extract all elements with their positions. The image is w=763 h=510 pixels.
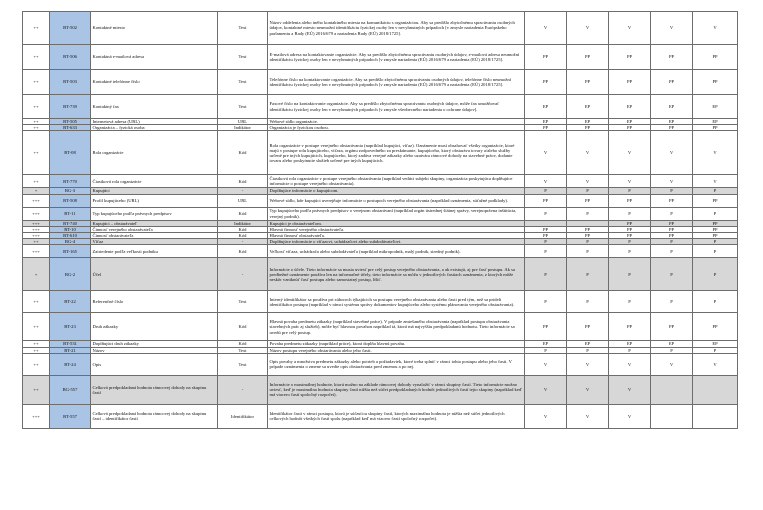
requirement-cell: P (609, 239, 651, 245)
code-cell: BT-508 (50, 194, 91, 207)
level-cell: ++ (23, 353, 50, 375)
data-table (22, 11, 738, 429)
requirement-cell: P (693, 207, 738, 220)
code-cell: BT-11 (50, 207, 91, 220)
type-cell: Kód (218, 233, 268, 239)
description-cell: Doplňujúce informácie o víťazovi, uchádzačovi alebo subdodávateľovi. (268, 239, 525, 245)
requirement-cell: EP (567, 119, 609, 125)
description-cell: Hlavná povaha predmetu zákazky (napríklad stavebné práce). V prípade zmiešaného obstarávania (napríklad postupu obstarávania stavebných prác aj služieb), môže byť hlavnou povahou napríklad tá, ktorá má najvyššiu predpokladanú hodnotu. Tieto informácie sa uvedú pre celý postup. (268, 313, 525, 341)
level-cell: +++ (23, 245, 50, 258)
requirement-cell: P (567, 258, 609, 291)
requirement-cell: P (525, 245, 567, 258)
name-cell: Názov (91, 347, 218, 353)
description-cell: Hlavná činnosť obstarávateľa. (268, 233, 525, 239)
requirement-cell: PP (693, 45, 738, 70)
level-cell: ++ (23, 45, 50, 70)
requirement-cell: P (525, 258, 567, 291)
description-cell: Interný identifikátor sa používa pri súboroch týkajúcich sa postupu verejného obstarávania alebo časti pred tým, než sa prideli identifikátor postupu (napríklad v rámci systému správy dokumentov kupujúceho alebo systému plánovania verejného obstarávania). (268, 291, 525, 313)
requirement-cell: P (567, 188, 609, 194)
requirement-cell: V (525, 175, 567, 188)
description-cell: Názov postupu verejného obstarávania alebo jeho časti. (268, 347, 525, 353)
requirement-cell (651, 404, 693, 428)
level-cell: ++ (23, 131, 50, 175)
table-row (23, 258, 738, 291)
type-cell: Identifikátor (218, 404, 268, 428)
requirement-cell: P (693, 347, 738, 353)
requirement-cell: V (693, 175, 738, 188)
requirement-cell: PP (693, 233, 738, 239)
table-row (23, 45, 738, 70)
requirement-cell (651, 375, 693, 404)
type-cell: Kód (218, 245, 268, 258)
name-cell: Profil kupujúceho (URL) (91, 194, 218, 207)
description-cell: Doplňujúce informácie o kupujúcom. (268, 188, 525, 194)
requirement-cell: P (651, 258, 693, 291)
name-cell: Doplňujúci druh zákazky (91, 341, 218, 347)
name-cell: Víťaz (91, 239, 218, 245)
code-cell: BT-503 (50, 70, 91, 95)
requirement-cell: V (609, 175, 651, 188)
name-cell: Čiastková rola organizácie (91, 175, 218, 188)
requirement-cell: PP (525, 125, 567, 131)
requirement-cell: V (525, 375, 567, 404)
requirement-cell: P (651, 291, 693, 313)
code-cell: BT-502 (50, 12, 91, 45)
requirement-cell: V (525, 12, 567, 45)
requirement-cell: P (693, 188, 738, 194)
name-cell: Internetová adresa (URL) (91, 119, 218, 125)
requirement-cell: V (609, 375, 651, 404)
requirement-cell: V (567, 375, 609, 404)
level-cell: +++ (23, 404, 50, 428)
requirement-cell: P (609, 347, 651, 353)
table-row (23, 95, 738, 119)
requirement-cell: PP (693, 220, 738, 226)
requirement-cell: PP (567, 70, 609, 95)
code-cell: BT-531 (50, 341, 91, 347)
name-cell: Zatriedenie podľa veľkosti podniku (91, 245, 218, 258)
table-row (23, 341, 738, 347)
requirement-cell: P (567, 347, 609, 353)
name-cell: Kupujúci – obstarávateľ (91, 220, 218, 226)
type-cell: - (218, 239, 268, 245)
type-cell: Kód (218, 175, 268, 188)
requirement-cell: EP (525, 119, 567, 125)
name-cell: Druh zákazky (91, 313, 218, 341)
description-cell: Povaha predmetu zákazky (napríklad práce), ktorá doplňa hlavnú povahu. (268, 341, 525, 347)
requirement-cell: PP (609, 45, 651, 70)
level-cell: ++ (23, 12, 50, 45)
name-cell: Kontaktná e-mailová adresa (91, 45, 218, 70)
requirement-cell: PP (651, 313, 693, 341)
table-row (23, 207, 738, 220)
requirement-cell: PP (609, 125, 651, 131)
level-cell: ++ (23, 125, 50, 131)
requirement-cell: P (567, 291, 609, 313)
type-cell: Kód (218, 341, 268, 347)
requirement-cell: PP (651, 220, 693, 226)
requirement-cell: P (525, 207, 567, 220)
type-cell: Text (218, 95, 268, 119)
table-row (23, 70, 738, 95)
name-cell: Činnosť obstarávateľa (91, 233, 218, 239)
requirement-cell: PP (525, 226, 567, 232)
requirement-cell: PP (525, 313, 567, 341)
requirement-cell: P (693, 258, 738, 291)
code-cell: BT-739 (50, 95, 91, 119)
type-cell: Kód (218, 226, 268, 232)
type-cell: URL (218, 119, 268, 125)
description-cell: Hlavná činnosť verejného obstarávateľa. (268, 226, 525, 232)
name-cell: Celková predpokladaná hodnota rámcovej dohody na skupinu častí (91, 375, 218, 404)
requirement-cell: P (567, 245, 609, 258)
requirement-cell: V (567, 131, 609, 175)
code-cell: BG-4 (50, 239, 91, 245)
requirement-cell: PP (609, 313, 651, 341)
description-cell: Kupujúci je obstarávateľom. (268, 220, 525, 226)
requirement-cell: V (567, 12, 609, 45)
description-cell: Rola organizácie v postupe verejného obstarávania (napríklad kupujúci, víťaz). Oznámenie musí obsahovať všetky organizácie, ktoré majú v postupe rolu kupujúceho, víťaza, orgánu zodpovedného za preskúmanie, kupujúceho, ktorý obstaráva tovary a/alebo služby určené pre iných kupujúcich, kupujúceho, ktorý zadáva verejné zákazky alebo uzatvára rámcové dohody na stavebné práce, dodanie tovaru alebo poskytnutie služieb určené pre iných kupujúcich. (268, 131, 525, 175)
requirement-cell: EP (525, 95, 567, 119)
requirement-cell: V (567, 353, 609, 375)
requirement-cell: V (609, 404, 651, 428)
description-cell: Telefónne číslo na kontaktovanie organizácie. Aby sa predišlo zbytočnému spracúvaniu osobných údajov, telefónne číslo neumožní identifikáciu fyzickej osoby len v nevyhnutných prípadoch [v zmysle nariadenia (EÚ) 2016/679 a nariadenia (EÚ) 2018/1725]. (268, 70, 525, 95)
requirement-cell: EP (609, 95, 651, 119)
code-cell: BT-505 (50, 119, 91, 125)
requirement-cell: V (609, 131, 651, 175)
level-cell: +++ (23, 226, 50, 232)
type-cell: Text (218, 353, 268, 375)
level-cell: +++ (23, 207, 50, 220)
description-cell: Názov oddelenia alebo iného kontaktného miesta na komunikáciu s organizáciou. Aby sa predišlo zbytočnému spracúvaniu osobných údajov, kontaktné miesto neumožní identifikáciu fyzickej osoby len v nevyhnutných prípadoch [v zmysle nariadenia Európskeho parlamentu a Rady (EÚ) 2016/679 a nariadenia Rady (EÚ) 2018/1725]. (268, 12, 525, 45)
name-cell: Organizácia – fyzická osoba (91, 125, 218, 131)
code-cell: BG-557 (50, 375, 91, 404)
name-cell: Účel (91, 258, 218, 291)
description-cell: Informácie o účele. Tieto informácie sa musia uviesť pre celý postup verejného obstarávania, a ak existujú, aj pre časť postupu. Ak sa predbežné oznámenie používa len na informačné účely, tieto informácie sa môžu v jednotlivých častiach oznámenia, z ktorých môže neskôr vzniknúť časť postupu alebo samostatný postup, líšiť. (268, 258, 525, 291)
level-cell: + (23, 258, 50, 291)
level-cell: + (23, 188, 50, 194)
description-cell: E-mailová adresa na kontaktovanie organizácie. Aby sa predišlo zbytočnému spracúvaniu osobných údajov, e-mailová adresa neumožní identifikáciu fyzickej osoby len v nevyhnutných prípadoch [v zmysle nariadenia (EÚ) 2016/679 a nariadenia (EÚ) 2018/1725]. (268, 45, 525, 70)
name-cell: Kontaktné miesto (91, 12, 218, 45)
type-cell: - (218, 258, 268, 291)
requirement-cell: PP (525, 70, 567, 95)
requirement-cell: V (651, 353, 693, 375)
table-row (23, 291, 738, 313)
requirement-cell: P (609, 291, 651, 313)
requirement-cell: P (651, 207, 693, 220)
name-cell: Činnosť verejného obstarávateľa (91, 226, 218, 232)
requirement-cell: EP (693, 341, 738, 347)
requirement-cell: EP (651, 119, 693, 125)
requirement-cell: V (693, 353, 738, 375)
requirement-cell (693, 404, 738, 428)
type-cell: - (218, 188, 268, 194)
requirement-cell: P (693, 239, 738, 245)
requirement-cell: PP (525, 194, 567, 207)
requirement-cell: EP (567, 341, 609, 347)
description-cell: Faxové číslo na kontaktovanie organizácie. Aby sa predišlo zbytočnému spracúvaniu osobných údajov, môže fax umožňovať identifikáciu fyzickej osoby len v nevyhnutných prípadoch [v zmysle všeobecného nariadenia o ochrane údajov]. (268, 95, 525, 119)
requirement-cell: V (525, 353, 567, 375)
requirement-cell: P (651, 239, 693, 245)
table-row (23, 12, 738, 45)
requirement-cell: PP (567, 233, 609, 239)
code-cell: BT-740 (50, 220, 91, 226)
requirement-cell: P (567, 207, 609, 220)
requirement-cell: PP (651, 125, 693, 131)
description-cell: Čiastková rola organizácie v postupe verejného obstarávania (napríklad vedúci subjekt skupiny, organizácia poskytujúca doplňujúce informácie o postupe verejného obstarávania). (268, 175, 525, 188)
type-cell: Text (218, 70, 268, 95)
requirement-cell: PP (567, 194, 609, 207)
requirement-cell: EP (651, 95, 693, 119)
level-cell: +++ (23, 233, 50, 239)
requirement-cell: P (651, 347, 693, 353)
code-cell: BT-557 (50, 404, 91, 428)
table-row (23, 245, 738, 258)
name-cell: Opis (91, 353, 218, 375)
level-cell: ++ (23, 70, 50, 95)
requirement-cell: P (609, 258, 651, 291)
requirement-cell: EP (609, 341, 651, 347)
requirement-cell: PP (651, 70, 693, 95)
requirement-cell: V (651, 12, 693, 45)
name-cell: Referenčné číslo (91, 291, 218, 313)
code-cell: BT-23 (50, 313, 91, 341)
requirement-cell: V (609, 12, 651, 45)
description-cell: Identifikátor časti v rámci postupu, ktorú je súčasťou skupiny častí, ktorých maximálna hodnota je nižšia než súčet jednotlivých celkových hodnôt všetkých častí spolu (napríklad keď má viacero častí spoločný rozpočet). (268, 404, 525, 428)
requirement-cell: EP (567, 95, 609, 119)
requirement-cell: PP (567, 45, 609, 70)
requirement-cell: PP (693, 125, 738, 131)
name-cell: Typ kupujúceho podľa právnych predpisov (91, 207, 218, 220)
description-cell: Opis povahy a množstva predmetu zákazky alebo potrieb a požiadaviek, ktoré treba splniť v rámci tohto postupu alebo jeho časti. V prípade oznámenia o zmene sa uvedie opis obstarávania pred zmenou a po nej. (268, 353, 525, 375)
requirement-cell: EP (525, 341, 567, 347)
name-cell: Kontaktné telefónne číslo (91, 70, 218, 95)
requirement-cell: P (567, 239, 609, 245)
type-cell: Text (218, 12, 268, 45)
requirement-cell: PP (693, 194, 738, 207)
requirement-cell: EP (693, 119, 738, 125)
type-cell: Kód (218, 313, 268, 341)
requirement-cell: PP (609, 70, 651, 95)
requirement-cell: P (693, 291, 738, 313)
level-cell: ++ (23, 119, 50, 125)
requirement-cell: PP (525, 233, 567, 239)
level-cell: ++ (23, 239, 50, 245)
requirement-cell: P (693, 245, 738, 258)
name-cell: Kontaktný fax (91, 95, 218, 119)
requirement-cell: P (609, 245, 651, 258)
requirement-cell: EP (651, 341, 693, 347)
level-cell: ++ (23, 347, 50, 353)
requirement-cell: V (693, 131, 738, 175)
level-cell: ++ (23, 175, 50, 188)
type-cell: Kód (218, 207, 268, 220)
requirement-cell: P (525, 188, 567, 194)
requirement-cell: PP (609, 220, 651, 226)
table-row (23, 194, 738, 207)
type-cell: Kód (218, 131, 268, 175)
requirement-cell: EP (693, 95, 738, 119)
requirement-cell: PP (609, 194, 651, 207)
table-row (23, 175, 738, 188)
table-row (23, 404, 738, 428)
level-cell: ++ (23, 313, 50, 341)
type-cell: Text (218, 347, 268, 353)
requirement-cell: PP (693, 226, 738, 232)
type-cell: Text (218, 45, 268, 70)
code-cell: BT-610 (50, 233, 91, 239)
code-cell: BT-22 (50, 291, 91, 313)
requirement-cell: P (525, 347, 567, 353)
level-cell: ++ (23, 375, 50, 404)
requirement-cell: P (651, 245, 693, 258)
name-cell: Rola organizácie (91, 131, 218, 175)
description-cell: Veľkosť víťaza, uchádzača alebo subdodávateľa (napríklad mikropodnik, malý podnik, stredný podnik). (268, 245, 525, 258)
code-cell: BG-2 (50, 258, 91, 291)
level-cell: +++ (23, 220, 50, 226)
requirement-cell: P (609, 188, 651, 194)
table-row (23, 353, 738, 375)
requirement-cell: V (525, 131, 567, 175)
description-cell: Informácie o maximálnej hodnote, ktorú možno na základe rámcovej dohody vynaložiť v rámci skupiny častí. Tieto informácie možno uviesť, keď je maximálna hodnota skupiny častí nižšia než súčet predpokladaných hodnôt jednotlivých častí tejto skupiny (napríklad keď má viacero častí spoločný rozpočet). (268, 375, 525, 404)
code-cell: BG-3 (50, 188, 91, 194)
code-cell: BT-633 (50, 125, 91, 131)
level-cell: ++ (23, 291, 50, 313)
code-cell: BT-21 (50, 347, 91, 353)
level-cell: ++ (23, 95, 50, 119)
description-cell: Webové sídlo, kde kupujúci uverejňuje informácie o postupoch verejného obstarávania (napríklad oznámenia, súťažné podklady). (268, 194, 525, 207)
code-cell: BT-165 (50, 245, 91, 258)
requirement-cell: PP (567, 313, 609, 341)
requirement-cell (693, 375, 738, 404)
requirement-cell: PP (609, 233, 651, 239)
requirement-cell: V (567, 404, 609, 428)
type-cell: Indikátor (218, 220, 268, 226)
name-cell: Celková predpokladaná hodnota rámcovej dohody na skupinu častí – identifikátor častí (91, 404, 218, 428)
requirement-cell: PP (651, 233, 693, 239)
type-cell: Indikátor (218, 125, 268, 131)
table-row (23, 131, 738, 175)
requirement-cell: P (651, 188, 693, 194)
requirement-cell: PP (567, 125, 609, 131)
requirement-cell: EP (609, 119, 651, 125)
type-cell: Text (218, 291, 268, 313)
type-cell: - (218, 375, 268, 404)
requirement-cell: PP (651, 226, 693, 232)
requirement-cell: P (525, 291, 567, 313)
type-cell: URL (218, 194, 268, 207)
code-cell: BT-10 (50, 226, 91, 232)
requirement-cell: P (609, 207, 651, 220)
code-cell: BT-24 (50, 353, 91, 375)
description-cell: Webové sídlo organizácie. (268, 119, 525, 125)
name-cell: Kupujúci (91, 188, 218, 194)
requirement-cell: V (651, 131, 693, 175)
requirement-cell: P (525, 239, 567, 245)
requirement-cell: PP (651, 45, 693, 70)
code-cell: BT-506 (50, 45, 91, 70)
description-cell: Typ kupujúceho podľa právnych predpisov o verejnom obstarávaní (napríklad orgán ústrednej štátnej správy, verejnoprávna inštitúcia, verejný podnik). (268, 207, 525, 220)
requirement-cell: V (651, 175, 693, 188)
requirement-cell: PP (651, 194, 693, 207)
code-cell: BT-770 (50, 175, 91, 188)
requirement-cell: PP (567, 226, 609, 232)
level-cell: ++ (23, 341, 50, 347)
requirement-cell: V (525, 404, 567, 428)
level-cell: +++ (23, 194, 50, 207)
requirement-cell: V (567, 175, 609, 188)
requirement-cell: PP (693, 313, 738, 341)
requirement-cell: V (609, 353, 651, 375)
requirement-cell: PP (693, 70, 738, 95)
table-row (23, 313, 738, 341)
requirement-cell: PP (525, 45, 567, 70)
code-cell: BT-08 (50, 131, 91, 175)
description-cell: Organizácia je fyzickou osobou. (268, 125, 525, 131)
table-row (23, 375, 738, 404)
requirement-cell: V (693, 12, 738, 45)
requirement-cell: PP (609, 226, 651, 232)
